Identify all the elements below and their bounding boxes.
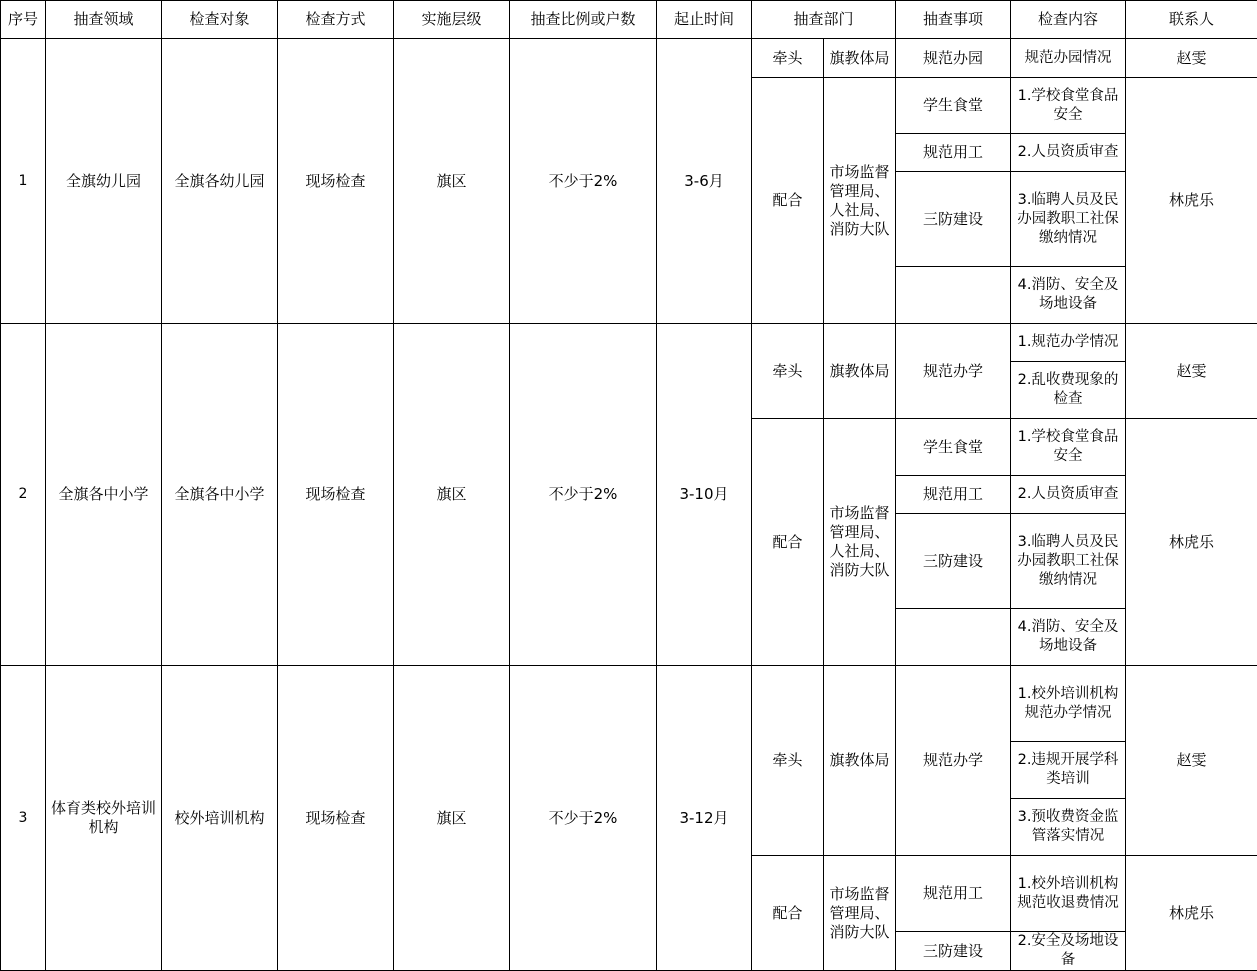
row1-lead-item: 规范办园 [896,39,1011,78]
row3-lead-dept: 旗教体局 [824,666,896,856]
row2-target: 全旗各中小学 [162,324,278,666]
row2-assist-role: 配合 [752,419,824,666]
row1-assist-item-2: 规范用工 [896,134,1011,172]
row2-assist-dept: 市场监督管理局、人社局、消防大队 [824,419,896,666]
row1-seq: 1 [1,39,46,324]
row2-assist-item-4 [896,609,1011,666]
row3-lead-role: 牵头 [752,666,824,856]
row2-lead-role: 牵头 [752,324,824,419]
row3-ratio: 不少于2% [510,666,657,971]
row1-assist-content-4: 4.消防、安全及场地设备 [1011,267,1126,324]
row1-lead-content: 规范办园情况 [1011,39,1126,78]
row3-assist-role: 配合 [752,856,824,971]
row3-lead-content-1: 1.校外培训机构规范办学情况 [1011,666,1126,742]
row3-lead-item: 规范办学 [896,666,1011,856]
row2-lead-item: 规范办学 [896,324,1011,419]
row2-assist-content-2: 2.人员资质审查 [1011,476,1126,514]
row2-assist-item-3: 三防建设 [896,514,1011,609]
row1-level: 旗区 [394,39,510,324]
row2-assist-item-2: 规范用工 [896,476,1011,514]
row3-lead-contact: 赵雯 [1126,666,1257,856]
row3-assist-content-2: 2.安全及场地设备 [1011,932,1126,971]
row3-method: 现场检查 [278,666,394,971]
row3-assist-dept: 市场监督管理局、消防大队 [824,856,896,971]
header-period: 起止时间 [657,1,752,39]
header-seq: 序号 [1,1,46,39]
row2-lead-dept: 旗教体局 [824,324,896,419]
row3-field: 体育类校外培训机构 [46,666,162,971]
row2-lead-content-1: 1.规范办学情况 [1011,324,1126,362]
header-row [1,1,1257,39]
header-target: 检查对象 [162,1,278,39]
row3-seq: 3 [1,666,46,971]
row3-assist-item-2: 三防建设 [896,932,1011,971]
row1-assist-contact: 林虎乐 [1126,78,1257,324]
row2-lead-contact: 赵雯 [1126,324,1257,419]
header-method: 检查方式 [278,1,394,39]
row3-lead-content-2: 2.违规开展学科类培训 [1011,742,1126,799]
header-field: 抽查领域 [46,1,162,39]
header-dept: 抽查部门 [752,1,896,39]
header-item: 抽查事项 [896,1,1011,39]
row1-assist-content-2: 2.人员资质审查 [1011,134,1126,172]
row3-period: 3-12月 [657,666,752,971]
row3-assist-content-1: 1.校外培训机构规范收退费情况 [1011,856,1126,932]
table-row [1,324,1257,362]
row1-ratio: 不少于2% [510,39,657,324]
row1-assist-content-1: 1.学校食堂食品安全 [1011,78,1126,134]
row1-lead-contact: 赵雯 [1126,39,1257,78]
header-contact: 联系人 [1126,1,1257,39]
table-row [1,39,1257,78]
row2-assist-item-1: 学生食堂 [896,419,1011,476]
row1-assist-item-4 [896,267,1011,324]
row2-assist-content-4: 4.消防、安全及场地设备 [1011,609,1126,666]
row1-period: 3-6月 [657,39,752,324]
row3-level: 旗区 [394,666,510,971]
table-row [1,666,1257,742]
row1-method: 现场检查 [278,39,394,324]
row3-lead-content-3: 3.预收费资金监管落实情况 [1011,799,1126,856]
row1-assist-item-1: 学生食堂 [896,78,1011,134]
header-ratio: 抽查比例或户数 [510,1,657,39]
row3-assist-contact: 林虎乐 [1126,856,1257,971]
row2-seq: 2 [1,324,46,666]
row3-target: 校外培训机构 [162,666,278,971]
row2-period: 3-10月 [657,324,752,666]
row2-method: 现场检查 [278,324,394,666]
row2-assist-contact: 林虎乐 [1126,419,1257,666]
row2-assist-content-3: 3.临聘人员及民办园教职工社保缴纳情况 [1011,514,1126,609]
row3-assist-item-1: 规范用工 [896,856,1011,932]
row2-field: 全旗各中小学 [46,324,162,666]
row1-lead-dept: 旗教体局 [824,39,896,78]
row1-field: 全旗幼儿园 [46,39,162,324]
row2-ratio: 不少于2% [510,324,657,666]
row1-assist-dept: 市场监督管理局、人社局、消防大队 [824,78,896,324]
header-level: 实施层级 [394,1,510,39]
row2-lead-content-2: 2.乱收费现象的检查 [1011,362,1126,419]
row1-target: 全旗各幼儿园 [162,39,278,324]
header-content: 检查内容 [1011,1,1126,39]
row2-level: 旗区 [394,324,510,666]
row1-lead-role: 牵头 [752,39,824,78]
row2-assist-content-1: 1.学校食堂食品安全 [1011,419,1126,476]
row1-assist-item-3: 三防建设 [896,172,1011,267]
row1-assist-role: 配合 [752,78,824,324]
row1-assist-content-3: 3.临聘人员及民办园教职工社保缴纳情况 [1011,172,1126,267]
